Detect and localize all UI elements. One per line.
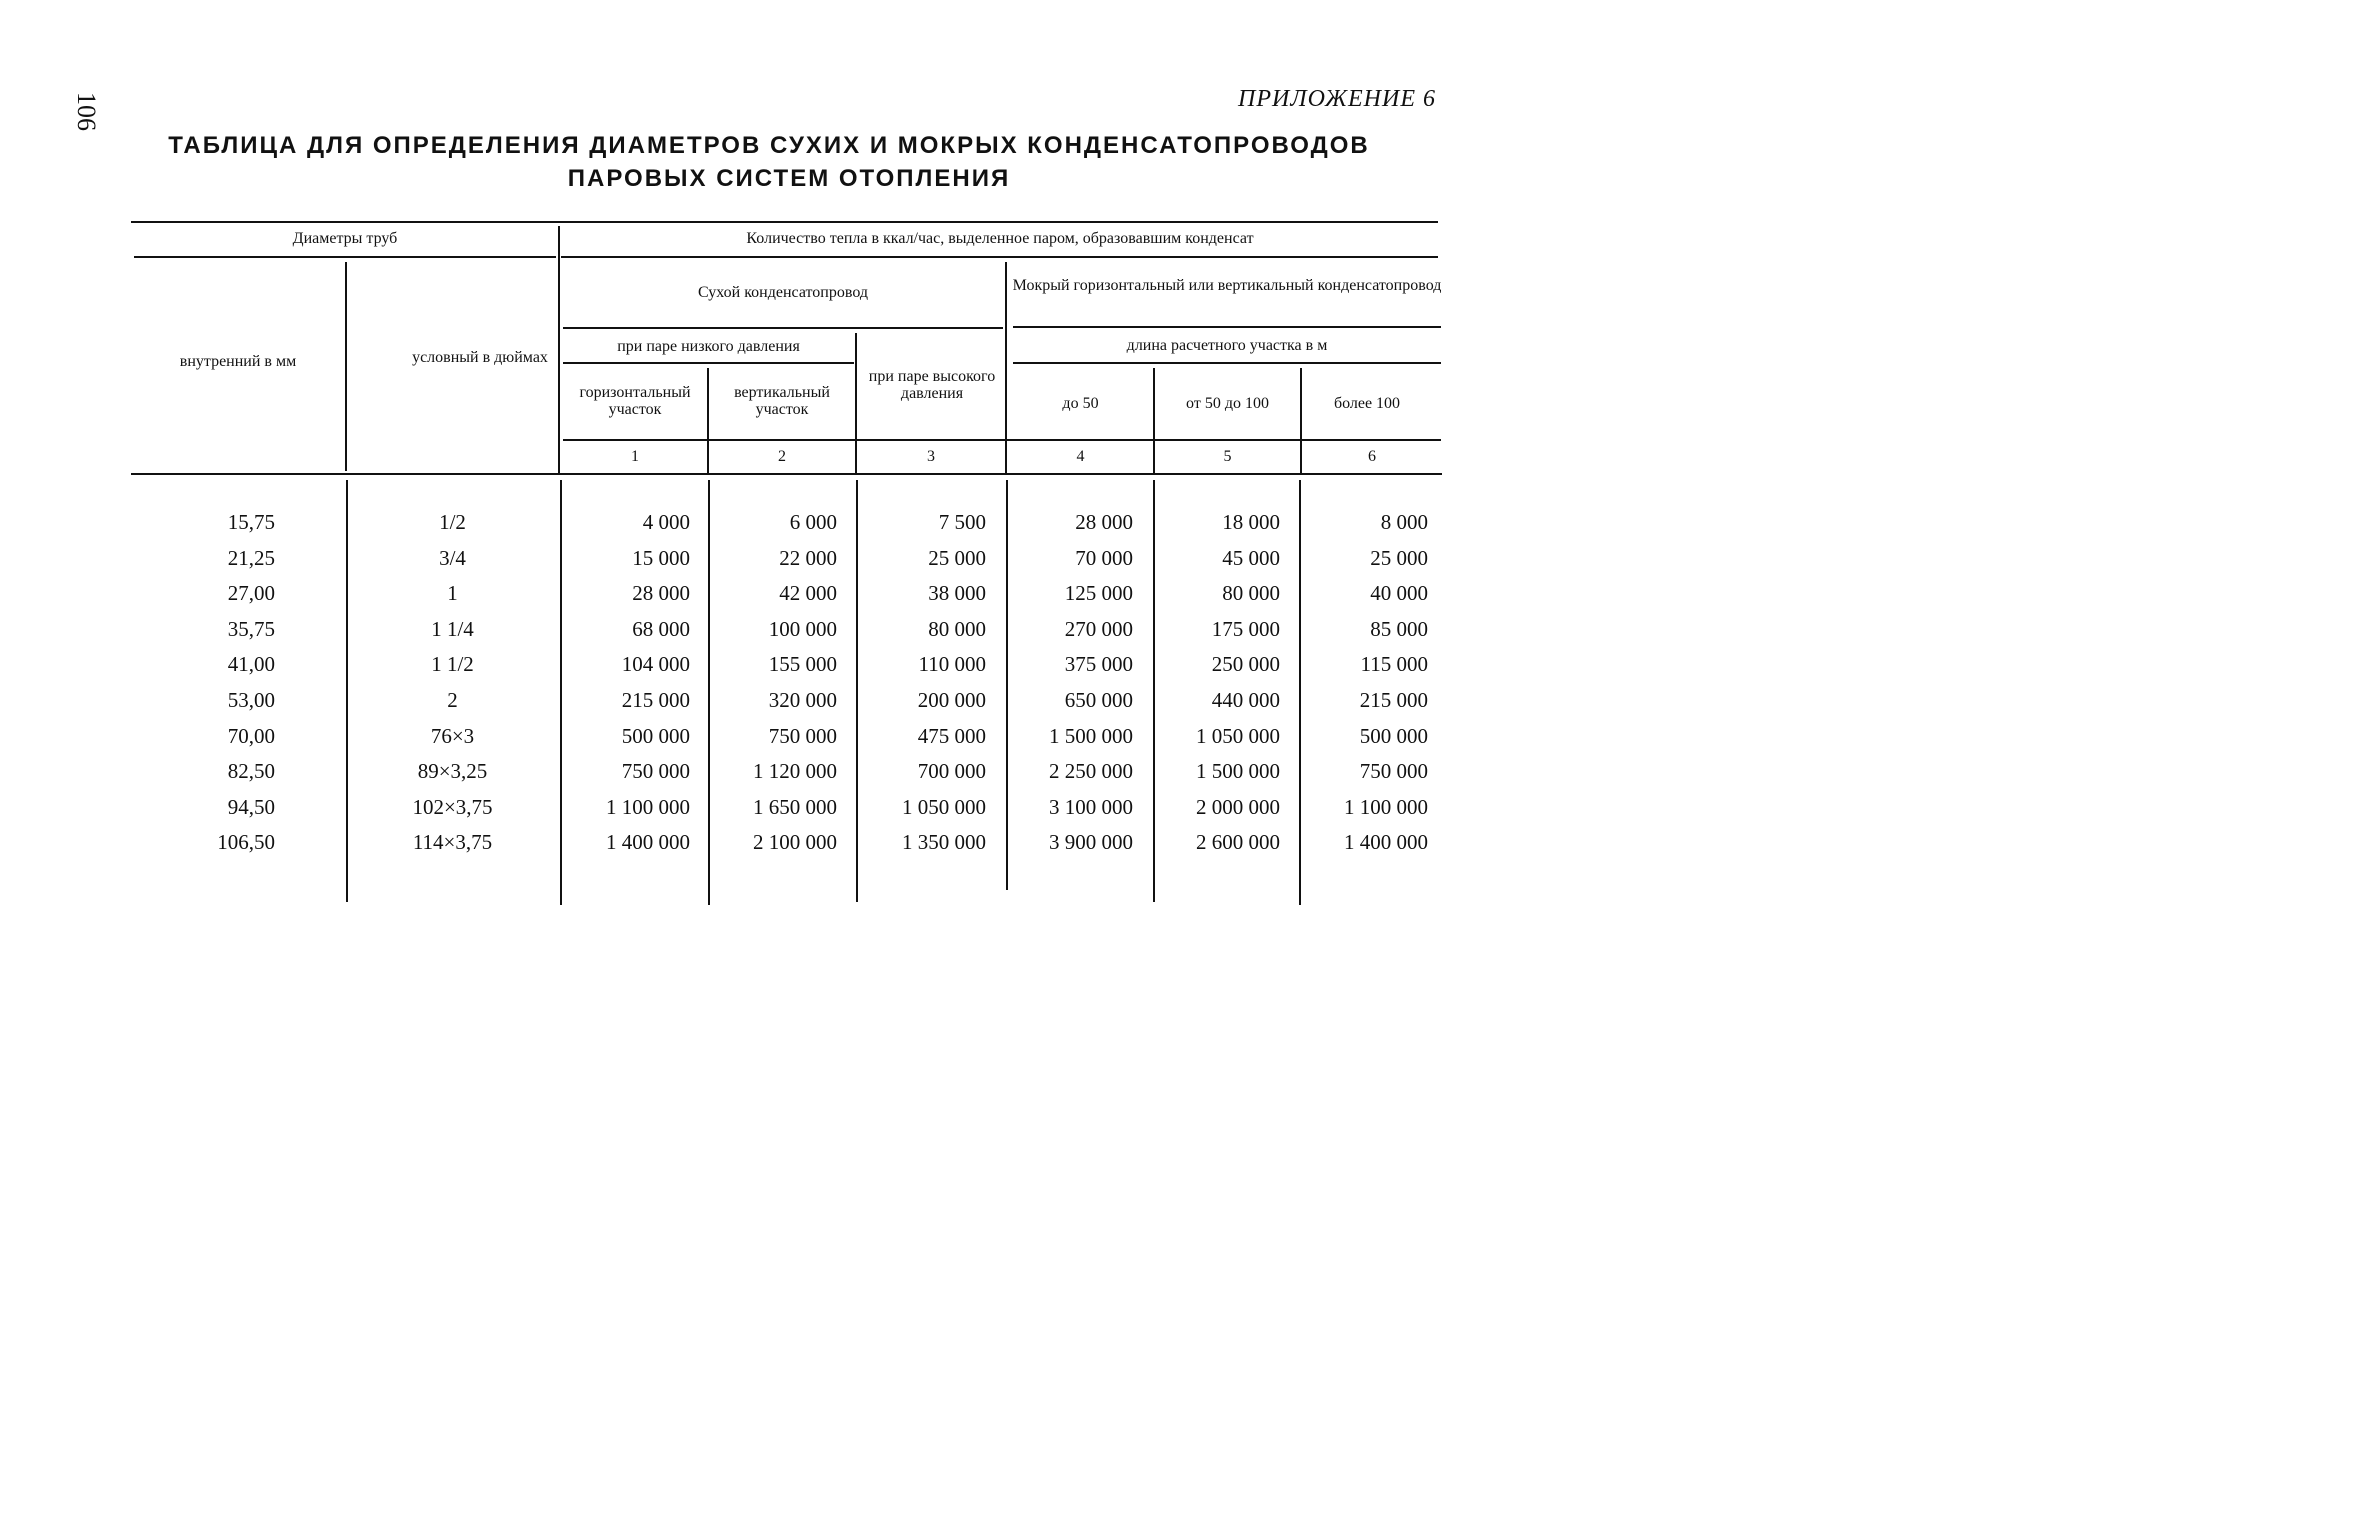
cell-heat-col-5: 18 000 (1222, 510, 1280, 534)
cell-heat-col-1: 500 000 (621, 724, 690, 748)
col-number-1: 1 (631, 448, 639, 465)
cell-inner-diameter: 41,00 (227, 652, 275, 676)
header-up-to-50: до 50 (1062, 395, 1099, 412)
cell-heat-col-4: 375 000 (1064, 652, 1133, 676)
cell-heat-col-4: 1 500 000 (1049, 724, 1133, 748)
cell-inner-diameter: 70,00 (227, 724, 275, 748)
cell-heat-col-3: 38 000 (928, 581, 986, 605)
cell-heat-col-4: 3 900 000 (1049, 830, 1133, 854)
vrule-5-body (1006, 480, 1008, 890)
header-low-pressure: при паре низкого давления (617, 338, 800, 355)
col-number-5: 5 (1223, 448, 1232, 465)
cell-heat-col-6: 115 000 (1360, 652, 1428, 676)
cell-nominal-diameter: 1 (447, 581, 458, 605)
header-horizontal: горизонтальный участок (579, 384, 691, 418)
page-number: 106 (72, 92, 101, 131)
cell-heat-col-5: 1 500 000 (1196, 759, 1280, 783)
cell-nominal-diameter: 1/2 (439, 510, 466, 534)
cell-heat-col-1: 215 000 (621, 688, 690, 712)
header-dry-condensate: Сухой конденсатопровод (697, 284, 868, 301)
cell-heat-col-1: 750 000 (621, 759, 690, 783)
rule-above-col-numbers (563, 439, 1441, 441)
rule-under-section-length (1013, 362, 1441, 364)
vrule-1 (345, 262, 347, 471)
cell-heat-col-2: 155 000 (768, 652, 837, 676)
cell-heat-col-3: 1 050 000 (902, 795, 986, 819)
cell-inner-diameter: 21,25 (227, 546, 275, 570)
cell-heat-col-2: 1 650 000 (753, 795, 837, 819)
table-title-line2: ПАРОВЫХ СИСТЕМ ОТОПЛЕНИЯ (567, 165, 1011, 192)
col-number-2: 2 (778, 448, 786, 465)
cell-heat-col-5: 175 000 (1211, 617, 1280, 641)
cell-heat-col-5: 440 000 (1211, 688, 1280, 712)
col-number-3: 3 (927, 448, 935, 465)
cell-heat-col-6: 8 000 (1380, 510, 1428, 534)
rule-under-heat-amount (561, 256, 1438, 258)
cell-inner-diameter: 94,50 (227, 795, 275, 819)
cell-heat-col-6: 85 000 (1370, 617, 1428, 641)
cell-heat-col-4: 2 250 000 (1049, 759, 1133, 783)
header-over-100: более 100 (1333, 395, 1401, 412)
cell-nominal-diameter: 1 1/4 (431, 617, 474, 641)
cell-heat-col-2: 2 100 000 (753, 830, 837, 854)
cell-inner-diameter: 27,00 (227, 581, 275, 605)
cell-heat-col-3: 475 000 (917, 724, 986, 748)
header-high-pressure: при паре высокого давления (868, 368, 996, 402)
header-section-length: длина расчетного участка в м (1126, 337, 1328, 354)
cell-heat-col-2: 100 000 (768, 617, 837, 641)
cell-heat-col-1: 68 000 (632, 617, 690, 641)
cell-nominal-diameter: 76×3 (430, 724, 475, 748)
cell-heat-col-4: 125 000 (1064, 581, 1133, 605)
cell-heat-col-2: 320 000 (768, 688, 837, 712)
cell-heat-col-5: 2 600 000 (1196, 830, 1280, 854)
header-nominal-diameter: условный в дюймах (412, 349, 548, 366)
cell-nominal-diameter: 102×3,75 (412, 795, 493, 819)
cell-heat-col-2: 6 000 (789, 510, 837, 534)
cell-nominal-diameter: 3/4 (439, 546, 466, 570)
cell-heat-col-6: 750 000 (1359, 759, 1428, 783)
cell-nominal-diameter: 1 1/2 (431, 652, 474, 676)
cell-heat-col-4: 70 000 (1075, 546, 1133, 570)
cell-heat-col-3: 25 000 (928, 546, 986, 570)
cell-heat-col-6: 1 400 000 (1344, 830, 1428, 854)
cell-heat-col-3: 80 000 (928, 617, 986, 641)
rule-header-bottom (131, 473, 1442, 475)
cell-heat-col-5: 45 000 (1222, 546, 1280, 570)
cell-inner-diameter: 82,50 (227, 759, 275, 783)
cell-heat-col-6: 40 000 (1370, 581, 1428, 605)
header-heat-amount: Количество тепла в ккал/час, выделенное паром, образовавшим конденсат (746, 230, 1254, 247)
cell-heat-col-1: 1 400 000 (606, 830, 690, 854)
cell-heat-col-2: 1 120 000 (753, 759, 837, 783)
cell-heat-col-1: 1 100 000 (606, 795, 690, 819)
cell-heat-col-1: 104 000 (621, 652, 690, 676)
rule-under-dry (563, 327, 1003, 329)
col-number-6: 6 (1368, 448, 1376, 465)
rule-under-pipe-diameters (134, 256, 556, 258)
table-title-line1: ТАБЛИЦА ДЛЯ ОПРЕДЕЛЕНИЯ ДИАМЕТРОВ СУХИХ И МОКРЫХ КОНДЕНСАТОПРОВОДОВ (168, 132, 1370, 159)
cell-nominal-diameter: 89×3,25 (417, 759, 488, 783)
cell-heat-col-6: 500 000 (1359, 724, 1428, 748)
header-inner-diameter: внутренний в мм (179, 353, 297, 370)
cell-heat-col-4: 650 000 (1064, 688, 1133, 712)
cell-heat-col-5: 2 000 000 (1196, 795, 1280, 819)
rule-under-low-pressure (563, 362, 854, 364)
cell-nominal-diameter: 114×3,75 (412, 830, 493, 854)
cell-heat-col-3: 200 000 (917, 688, 986, 712)
rule-under-wet (1013, 326, 1441, 328)
appendix-label: ПРИЛОЖЕНИЕ 6 (1238, 86, 1436, 112)
cell-inner-diameter: 106,50 (217, 830, 275, 854)
cell-heat-col-5: 80 000 (1222, 581, 1280, 605)
cell-inner-diameter: 35,75 (227, 617, 275, 641)
cell-heat-col-2: 750 000 (768, 724, 837, 748)
cell-heat-col-2: 22 000 (779, 546, 837, 570)
cell-heat-col-6: 25 000 (1370, 546, 1428, 570)
cell-heat-col-5: 1 050 000 (1196, 724, 1280, 748)
vrule-1-body (346, 480, 348, 902)
cell-heat-col-1: 4 000 (642, 510, 690, 534)
vrule-2 (558, 226, 560, 474)
cell-nominal-diameter: 2 (447, 688, 458, 712)
header-pipe-diameters: Диаметры труб (292, 230, 398, 247)
cell-heat-col-1: 15 000 (632, 546, 690, 570)
header-vertical: вертикальный участок (734, 384, 830, 418)
cell-heat-col-4: 270 000 (1064, 617, 1133, 641)
vrule-3 (707, 368, 709, 474)
cell-heat-col-3: 110 000 (918, 652, 986, 676)
header-wet-condensate: Мокрый горизонтальный или вертикальный конденсатопровод (1012, 277, 1442, 294)
cell-heat-col-3: 1 350 000 (902, 830, 986, 854)
cell-heat-col-3: 7 500 (938, 510, 986, 534)
cell-heat-col-4: 28 000 (1075, 510, 1133, 534)
cell-heat-col-6: 215 000 (1359, 688, 1428, 712)
cell-inner-diameter: 53,00 (227, 688, 275, 712)
rule-top (131, 221, 1438, 223)
cell-heat-col-3: 700 000 (917, 759, 986, 783)
cell-heat-col-4: 3 100 000 (1049, 795, 1133, 819)
cell-heat-col-2: 42 000 (779, 581, 837, 605)
vrule-5 (1005, 262, 1007, 474)
header-50-to-100: от 50 до 100 (1186, 395, 1269, 412)
cell-heat-col-6: 1 100 000 (1344, 795, 1428, 819)
cell-heat-col-1: 28 000 (632, 581, 690, 605)
cell-heat-col-5: 250 000 (1211, 652, 1280, 676)
cell-inner-diameter: 15,75 (227, 510, 275, 534)
col-number-4: 4 (1076, 448, 1085, 465)
